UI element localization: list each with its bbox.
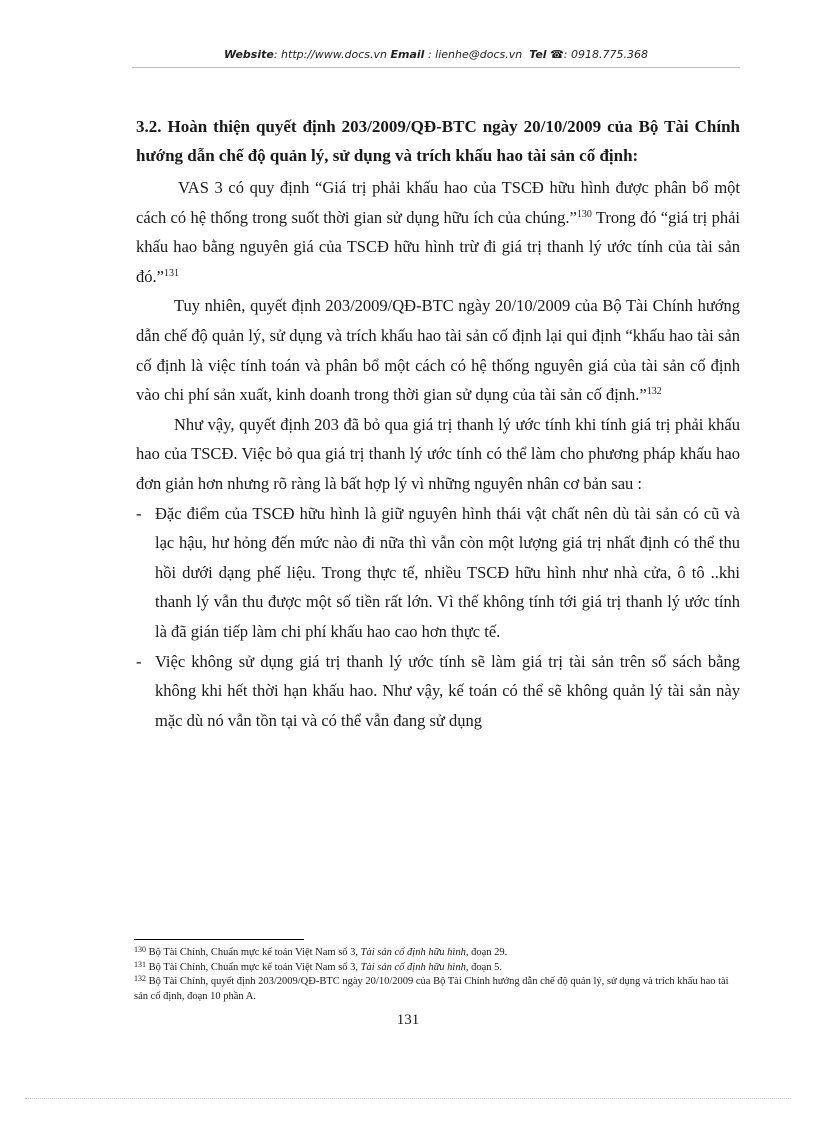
footnote-ref-130: 130 [576,208,592,220]
bullet-text: Đặc điểm của TSCĐ hữu hình là giữ nguyên hình thái vật chất nên dù tài sản có cũ và lạc hậu, hư hỏng đến mức nào đi nữa thì vẫn còn một lượng giá trị nhất định có thể thu hồi dưới dạng phế liệu. Trong thực tế, nhiều TSCĐ hữu hình như nhà cửa, ô tô ..khi thanh lý vẫn thu được một số tiền rất lớn. Vì thế không tính tới giá trị thanh lý ước tính là đã gián tiếp làm chi phí khấu hao cao hơn thực tế. [155,503,740,641]
bullet-item-2 [136,647,740,736]
bullet-text: Việc không sử dụng giá trị thanh lý ước tính sẽ làm giá trị tài sản trên sổ sách bằng không khi hết thời hạn khấu hao. Như vậy, kế toán có thể sẽ không quản lý tài sản này mặc dù nó vẫn tồn tại và có thể vẫn đang sử dụng [155,651,740,730]
phone-icon: ☎ [550,48,564,61]
section-heading: 3.2. Hoàn thiện quyết định 203/2009/QĐ-BTC ngày 20/10/2009 của Bộ Tài Chính hướng dẫn chế độ quản lý, sử dụng và trích khấu hao tài sản cố định: [136,117,740,165]
footnote-text: Bộ Tài Chính, quyết định 203/2009/QĐ-BTC ngày 20/10/2009 của Bộ Tài Chính hướng dẫn chế độ quản lý, sử dụng và trích khấu hao tài sản cố định, đoạn 10 phần A. [134,976,729,1002]
footnote-text: Bộ Tài Chính, Chuẩn mực kế toán Việt Nam số 3, [146,961,361,973]
page-number: 131 [396,1012,420,1028]
paragraph-2-text: Tuy nhiên, quyết định 203/2009/QĐ-BTC ngày 20/10/2009 của Bộ Tài Chính hướng dẫn chế độ quản lý, sử dụng và trích khấu hao tài sản cố định lại qui định “khấu hao tài sản cố định là việc tính toán và phân bổ một cách có hệ thống nguyên giá của tài sản cố định vào chi phí sản xuất, kinh doanh trong thời gian sử dụng của tài sản cố định.” [136,296,740,405]
footnote-ref-131: 131 [163,267,179,279]
footnotes [134,946,740,1004]
page-header [132,48,740,61]
paragraph-2 [136,291,740,409]
footnote-131 [134,961,740,976]
header-rule [132,67,740,68]
paragraph-1-text-b: Trong đó “giá trị phải khấu hao bằng nguyên giá của TSCĐ hữu hình trừ đi giá trị thanh lý ước tính của tài sản đó.” [136,207,740,286]
footnote-132 [134,975,740,1004]
bullet-item-1 [136,499,740,647]
footnote-text: Bộ Tài Chính, Chuẩn mực kế toán Việt Nam số 3, [146,947,361,958]
footnote-italic-title: Tài sản cố định hữu hình [360,947,466,958]
footnote-number: 131 [134,959,146,969]
website-label: Website [224,48,274,61]
paragraph-3: Như vậy, quyết định 203 đã bỏ qua giá trị thanh lý ước tính khi tính giá trị phải khấu hao của TSCĐ. Việc bỏ qua giá trị thanh lý ước tính có thể làm cho phương pháp khấu hao đơn giản hơn nhưng rõ ràng là bất hợp lý vì những nguyên nhân cơ bản sau : [136,414,740,493]
body-text [136,112,740,735]
footnote-number: 130 [134,945,146,954]
tel-label: Tel [529,48,547,61]
email-value: : lienhe@docs.vn [427,48,523,61]
footnote-130 [134,946,740,961]
footnote-ref-132: 132 [646,386,662,398]
email-label: Email [390,48,425,61]
bullet-dash: - [136,503,142,523]
website-value: : http://www.docs.vn [273,48,388,61]
footnote-italic-title: Tài sản cố định hữu hình [360,961,466,973]
footnote-text-end: , đoạn 29. [465,947,508,958]
bullet-dash: - [136,651,142,671]
paragraph-1 [136,173,740,291]
page-bottom-dotted-rule [25,1098,791,1099]
tel-value: : 0918.775.368 [563,48,648,61]
footnote-text-end: , đoạn 5. [465,961,503,973]
paragraph-1-text-a: VAS 3 có quy định “Giá trị phải khấu hao của TSCĐ hữu hình được phân bổ một cách có hệ thống trong suốt thời gian sử dụng hữu ích của chúng.” [136,178,740,227]
footnote-number: 132 [134,974,146,983]
footnote-separator [134,939,304,940]
